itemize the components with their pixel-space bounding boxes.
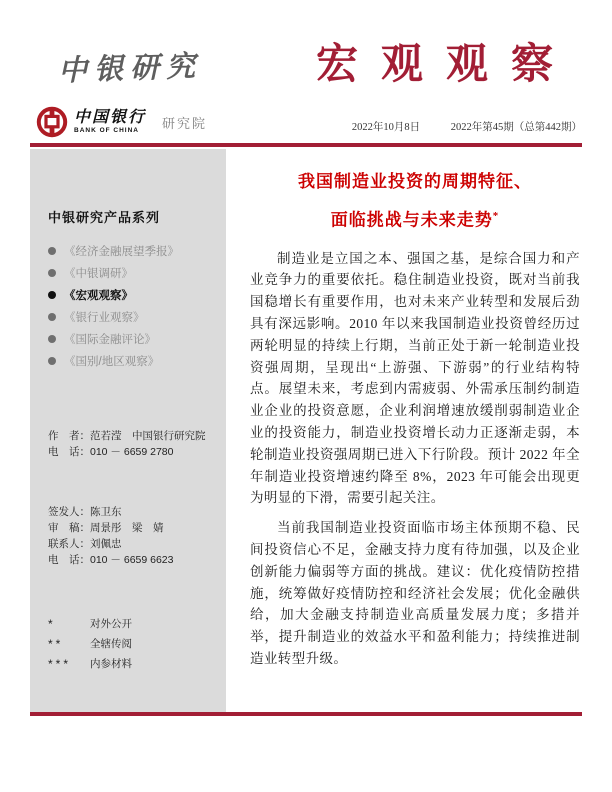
sidebar: [30, 149, 226, 712]
contact-label: 作 者：: [48, 430, 90, 442]
bullet-icon: [48, 313, 56, 321]
series-item: [48, 328, 212, 350]
classification-legend: [48, 614, 212, 674]
contact-value: 范若滢 中国银行研究院: [90, 430, 206, 442]
series-list: [48, 240, 212, 372]
legend-label: 对外公开: [90, 618, 132, 630]
abstract-paragraph-2: 当前我国制造业投资面临市场主体预期不稳、民间投资信心不足，金融支持力度有待加强，以及企业创新能力偏弱等方面的挑战。建议：优化疫情防控措施，统筹做好疫情防控和经济社会发展；优化金融供给，加大金融支持制造业高质量发展力度；多措并举，提升制造业的效益水平和盈利能力；持续推进制造业转型升级。: [250, 520, 580, 666]
series-item-label: 《经济金融展望季报》: [64, 246, 179, 258]
legend-marker: *: [48, 617, 56, 631]
article-title-line2: 面临挑战与未来走势: [330, 210, 493, 230]
department-label: 研究院: [162, 115, 208, 131]
contact-label: 联系人：: [48, 538, 90, 550]
abstract-paragraph-1: 制造业是立国之本、强国之基，是综合国力和产业竞争力的重要依托。稳住制造业投资，既对当前我国稳增长有重要作用，也对未来产业转型和发展后劲具有深远影响。2010 年以来我国制造业投资曾经历过两轮明显的持续上行期，当前正处于新一轮制造业投资强周期，呈现出“上游强、下游弱”的行业结构特点。展望未来，考虑到内需疲弱、外需承压制约制造业企业的投资意愿，企业利润增速放缓削弱制造业企业的投资能力，制造业投资增长动力正逐渐走弱，本轮制造业投资强周期已进入下行阶段。预计 2022 年全年制造业投资增速约降至 8%，2023 年可能会出现更为明显的下滑，需要引起关注。: [250, 250, 580, 506]
legend-row: [48, 634, 212, 654]
contact-value: 010 － 6659 6623: [90, 554, 174, 566]
bullet-icon: [48, 357, 56, 365]
brand-calligraphy: 中银研究: [57, 50, 203, 88]
staff-contact-block: [48, 504, 212, 568]
contact-row: [48, 444, 212, 460]
footnote-marker: *: [492, 210, 500, 222]
contact-label: 审 稿：: [48, 522, 90, 534]
series-item-current: [48, 284, 212, 306]
legend-label: 全辖传阅: [90, 638, 132, 650]
date-issue-line: [352, 119, 582, 134]
series-item-label: 《中银调研》: [64, 268, 133, 280]
legend-marker: ***: [48, 657, 72, 671]
series-heading: 中银研究产品系列: [48, 210, 161, 225]
series-item: [48, 240, 212, 262]
series-item-label: 《国际金融评论》: [64, 334, 156, 346]
legend-label: 内参材料: [90, 658, 132, 670]
series-item: [48, 262, 212, 284]
issue-number: 2022年第45期（总第442期）: [450, 122, 582, 133]
article-content: [226, 149, 582, 712]
org-name-block: [74, 110, 146, 135]
organization-row: [36, 106, 207, 138]
contact-row: [48, 520, 212, 536]
contact-row: [48, 536, 212, 552]
org-name-en: BANK OF CHINA: [74, 126, 139, 134]
bottom-divider-rule: [30, 712, 582, 716]
contact-label: 签发人：: [48, 506, 90, 518]
bullet-icon: [48, 269, 56, 277]
contact-row: [48, 552, 212, 568]
org-name-cn: 中国银行: [74, 108, 147, 126]
publication-title: 宏观观察: [316, 42, 577, 88]
series-item: [48, 350, 212, 372]
publish-date: 2022年10月8日: [351, 122, 421, 133]
article-title: [250, 165, 580, 238]
series-item-label: 《银行业观察》: [64, 312, 145, 324]
contact-value: 刘佩忠: [90, 538, 122, 550]
legend-row: [48, 614, 212, 634]
contact-row: [48, 504, 212, 520]
author-contact-block: [48, 428, 212, 460]
two-column-body: [30, 149, 582, 712]
bank-of-china-logo-icon: [36, 106, 68, 138]
article-title-line1: 我国制造业投资的周期特征、: [298, 172, 532, 191]
contact-value: 010 － 6659 2780: [90, 446, 174, 458]
series-item-label: 《宏观观察》: [64, 290, 133, 302]
contact-value: 周景彤 梁 婧: [90, 522, 164, 534]
top-divider-rule: [30, 143, 582, 147]
bullet-icon: [48, 335, 56, 343]
series-item-label: 《国别/地区观察》: [64, 356, 160, 368]
bullet-icon: [48, 291, 56, 299]
contact-label: 电 话：: [48, 554, 90, 566]
series-item: [48, 306, 212, 328]
legend-row: [48, 654, 212, 674]
contact-value: 陈卫东: [90, 506, 122, 518]
contact-row: [48, 428, 212, 444]
legend-marker: **: [48, 637, 64, 651]
bullet-icon: [48, 247, 56, 255]
contact-label: 电 话：: [48, 446, 90, 458]
